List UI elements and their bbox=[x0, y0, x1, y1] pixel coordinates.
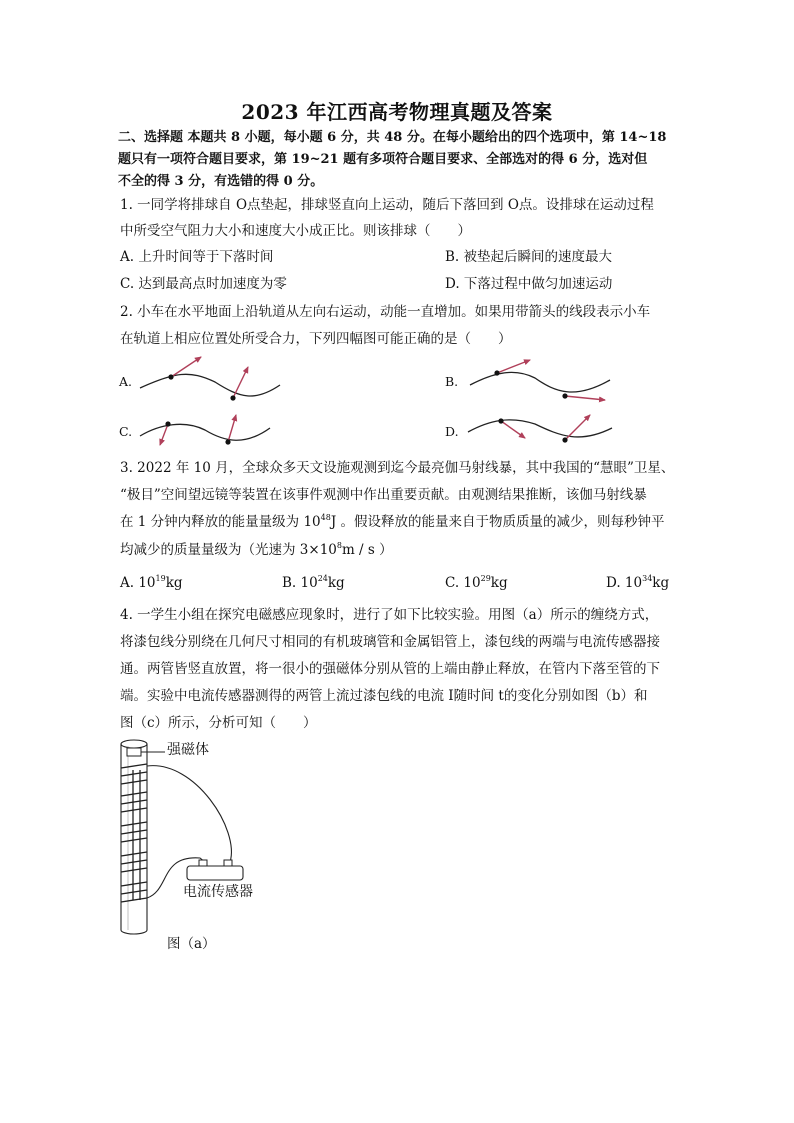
q2-label-c: C. bbox=[119, 424, 133, 439]
q1-stem-line-1: 1. 一同学将排球自 O点垫起，排球竖直向上运动，随后下落回到 O点。设排球在运动过程 bbox=[120, 197, 654, 213]
q3-option-c-text: C. 10 bbox=[445, 575, 481, 591]
q2-stem-line-1: 2. 小车在水平地面上沿轨道从左向右运动，动能一直增加。如果用带箭头的线段表示小车 bbox=[120, 304, 651, 320]
figure-a-caption: 图（a） bbox=[167, 936, 216, 952]
q4-stem-line-4: 端。实验中电流传感器测得的两管上流过漆包线的电流 I随时间 t的变化分别如图（b）和 bbox=[120, 688, 648, 704]
tube bbox=[121, 740, 147, 934]
magnet bbox=[127, 748, 141, 756]
current-sensor bbox=[187, 860, 243, 880]
wire-top bbox=[147, 766, 231, 862]
q3-option-c-exponent: 29 bbox=[480, 574, 491, 583]
q3-line4-text-after: m / s ） bbox=[341, 542, 393, 558]
page-title: 2023 年江西高考物理真题及答案 bbox=[241, 100, 553, 124]
q4-stem-line-3: 通。两管皆竖直放置，将一很小的强磁体分别从管的上端由静止释放，在管内下落至管的下 bbox=[120, 661, 660, 677]
q1-option-c: C. 达到最高点时加速度为零 bbox=[120, 276, 287, 292]
q3-option-b-exponent: 24 bbox=[317, 574, 328, 583]
q3-option-d-exponent: 34 bbox=[642, 574, 653, 583]
q1-option-d: D. 下落过程中做匀加速运动 bbox=[445, 276, 613, 292]
q3-option-a-exponent: 19 bbox=[155, 574, 166, 583]
coil-windings bbox=[121, 764, 147, 902]
q3-stem-line-2: “极目”空间望远镜等装置在该事件观测中作出重要贡献。由观测结果推断，该伽马射线暴 bbox=[120, 487, 647, 503]
q2-label-b: B. bbox=[445, 374, 459, 389]
q3-option-a-text: A. 10 bbox=[120, 575, 156, 591]
section-intro-line-3: 不全的得 3 分，有选错的得 0 分。 bbox=[118, 174, 324, 189]
q4-stem-line-5: 图（c）所示，分析可知（ ） bbox=[120, 715, 317, 731]
q3-line3-text: 在 1 分钟内释放的能量量级为 10 bbox=[120, 514, 321, 530]
section-intro-line-2: 题只有一项符合题目要求，第 19~21 题有多项符合题目要求、全部选对的得 6 分，选对但 bbox=[118, 152, 648, 167]
q3-line3-text-after: J 。假设释放的能量来自于物质质量的减少，则每秒钟平 bbox=[330, 514, 665, 530]
q3-stem-line-1: 3. 2022 年 10 月，全球众多天文设施观测到迄今最亮伽马射线暴，其中我国的“慧眼”卫星、 bbox=[120, 460, 675, 476]
magnet-label: 强磁体 bbox=[167, 742, 209, 758]
q3-option-b-unit: kg bbox=[327, 575, 345, 591]
q2-label-d: D. bbox=[445, 424, 459, 439]
sensor-label: 电流传感器 bbox=[183, 884, 253, 900]
q3-option-b-text: B. 10 bbox=[282, 575, 318, 591]
q1-option-a: A. 上升时间等于下落时间 bbox=[120, 249, 274, 265]
section-intro-line-1: 二、选择题 本题共 8 小题，每小题 6 分，共 48 分。在每小题给出的四个选项中，第 14~18 bbox=[118, 130, 667, 145]
q2-stem-line-2: 在轨道上相应位置处所受合力，下列四幅图可能正确的是（ ） bbox=[120, 331, 512, 347]
q3-option-d-unit: kg bbox=[652, 575, 670, 591]
q3-line4-exponent: 8 bbox=[336, 541, 342, 550]
q1-option-b: B. 被垫起后瞬间的速度最大 bbox=[445, 249, 613, 265]
q2-label-a: A. bbox=[119, 374, 133, 389]
q3-option-c-unit: kg bbox=[490, 575, 508, 591]
q3-option-d-text: D. 10 bbox=[606, 575, 643, 591]
q3-line4-text: 均减少的质量量级为（光速为 3×10 bbox=[120, 542, 337, 558]
q1-stem-line-2: 中所受空气阻力大小和速度大小成正比。则该排球（ ） bbox=[120, 223, 471, 239]
q3-line3-exponent: 48 bbox=[320, 513, 331, 522]
q4-stem-line-1: 4. 一学生小组在探究电磁感应现象时，进行了如下比较实验。用图（a）所示的缠绕方式， bbox=[120, 607, 659, 623]
q4-stem-line-2: 将漆包线分别绕在几何尺寸相同的有机玻璃管和金属铝管上，漆包线的两端与电流传感器接 bbox=[120, 634, 660, 650]
q3-option-a-unit: kg bbox=[165, 575, 183, 591]
